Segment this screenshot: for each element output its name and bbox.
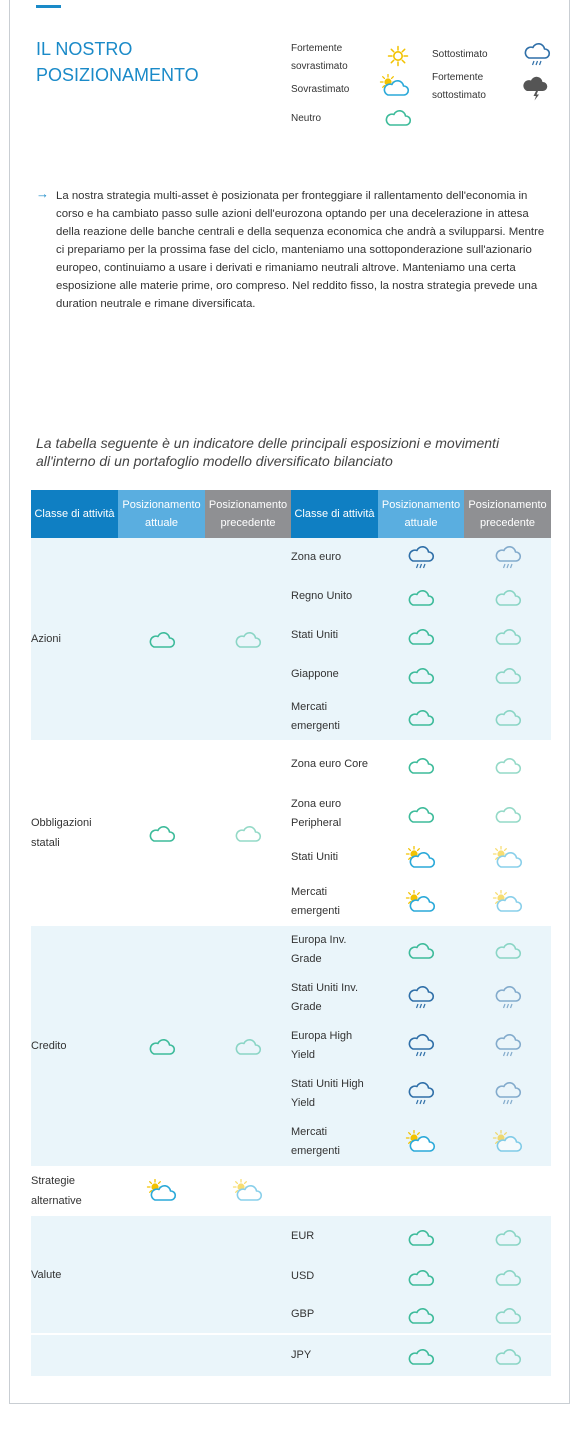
- empty-cell: [205, 1334, 291, 1376]
- cloud-icon: [148, 1035, 176, 1057]
- sub-class-current: [378, 577, 464, 616]
- sub-class-current: [378, 877, 464, 926]
- sun-cloud-icon: [232, 1179, 264, 1203]
- accent-bar: [36, 5, 61, 8]
- sub-class-current: [378, 1070, 464, 1118]
- rain-cloud-icon: [407, 545, 435, 571]
- cloud-icon: [407, 1266, 435, 1288]
- sun-cloud-icon: [146, 1179, 178, 1203]
- table-row: [31, 1334, 551, 1376]
- sub-class-name: JPY: [291, 1334, 378, 1376]
- header-current-position: Posizionamento attuale: [118, 490, 205, 538]
- asset-class-previous: [205, 1166, 291, 1216]
- sub-class-previous: [464, 694, 551, 740]
- sun-cloud-icon: [405, 846, 437, 870]
- sub-class-previous: [464, 974, 551, 1022]
- table-header-row: [31, 490, 551, 538]
- rain-cloud-icon: [523, 42, 551, 68]
- cloud-icon: [494, 706, 522, 728]
- table-row: [31, 538, 551, 577]
- legend-strong-under-label: Fortemente sottostimato: [432, 72, 486, 101]
- sub-class-previous: [464, 926, 551, 974]
- sun-cloud-icon: [405, 1130, 437, 1154]
- sun-cloud-icon: [379, 74, 411, 98]
- cloud-icon: [494, 1226, 522, 1248]
- sub-class-name: Stati Uniti High Yield: [291, 1070, 378, 1118]
- asset-class-name: Obbligazioni statali: [31, 740, 118, 926]
- sub-class-name: Giappone: [291, 655, 378, 694]
- rain-cloud-icon: [494, 1081, 522, 1107]
- sub-class-current: [378, 974, 464, 1022]
- sub-class-previous: [464, 538, 551, 577]
- asset-class-previous: [205, 740, 291, 926]
- rain-cloud-icon: [494, 545, 522, 571]
- cloud-icon: [234, 1035, 262, 1057]
- sub-class-current: [378, 1257, 464, 1296]
- sun-cloud-icon: [492, 890, 524, 914]
- positioning-table: [31, 490, 551, 1376]
- table-caption: La tabella seguente è un indicatore delle principali esposizioni e movimenti all'interno di un portafoglio modello diversificato bilanciato: [36, 435, 500, 469]
- sub-class-current: [378, 789, 464, 838]
- sub-class-current: [378, 655, 464, 694]
- cloud-icon: [494, 625, 522, 647]
- legend-neutral-label: Neutro: [291, 113, 322, 124]
- sub-class-name: USD: [291, 1257, 378, 1296]
- asset-class-current: [118, 740, 205, 926]
- cloud-icon: [407, 939, 435, 961]
- sub-class-name: GBP: [291, 1296, 378, 1334]
- sub-class-name: Regno Unito: [291, 577, 378, 616]
- cloud-icon: [407, 1226, 435, 1248]
- cloud-icon: [407, 664, 435, 686]
- sub-class-name: Zona euro Peripheral: [291, 789, 378, 838]
- asset-class-previous: [205, 538, 291, 740]
- cloud-icon: [494, 803, 522, 825]
- rain-cloud-icon: [407, 1033, 435, 1059]
- header-asset-class: Classe di attività: [31, 490, 118, 538]
- sun-cloud-icon: [492, 1130, 524, 1154]
- header-previous-position: Posizionamento precedente: [205, 490, 291, 538]
- cloud-icon: [494, 1266, 522, 1288]
- cloud-icon: [494, 664, 522, 686]
- cloud-icon: [234, 822, 262, 844]
- table-row: [31, 740, 551, 789]
- sub-class-previous: [464, 616, 551, 655]
- intro-paragraph: La nostra strategia multi-asset è posizionata per fronteggiare il rallentamento dell'economia in corso e ha cambiato passo sulle azioni dell'eurozona optando per una decelerazione in attesa della reazione delle banche centrali e della sequenza economica che andrà a svilupparsi. Mentre ci prepariamo per la prossima fase del ciclo, manteniamo una sottoponderazione sull'azionario europeo, continuiamo a usare i derivati e rimaniamo neutrali altrove. Manteniamo una certa esposizione alle materie prime, oro compreso. Nel reddito fisso, la nostra strategia prevede una duration neutrale e rimane diversificata.: [56, 190, 545, 310]
- sub-class-current: [378, 1022, 464, 1070]
- asset-class-current: [118, 926, 205, 1166]
- sub-class-previous: [464, 1070, 551, 1118]
- sub-class-name: Zona euro: [291, 538, 378, 577]
- sun-icon: [387, 45, 409, 67]
- asset-class-name: Strategie alternative: [31, 1166, 118, 1216]
- table-row: [31, 1216, 551, 1257]
- cloud-icon: [384, 106, 412, 128]
- rain-cloud-icon: [494, 1033, 522, 1059]
- sun-cloud-icon: [405, 890, 437, 914]
- asset-class-name: Credito: [31, 926, 118, 1166]
- sub-class-previous: [464, 740, 551, 789]
- cloud-icon: [407, 754, 435, 776]
- asset-class-name: Azioni: [31, 538, 118, 740]
- legend-strong-over-label: Fortemente sovrastimato: [291, 43, 348, 72]
- sub-class-previous: [464, 577, 551, 616]
- sub-class-current: [378, 694, 464, 740]
- asset-class-current: [118, 538, 205, 740]
- cloud-icon: [148, 822, 176, 844]
- table-row: [31, 926, 551, 974]
- sub-class-name: Zona euro Core: [291, 740, 378, 789]
- empty-cell: [31, 1334, 118, 1376]
- table-row: [31, 1166, 551, 1216]
- sub-class-previous: [464, 1257, 551, 1296]
- sun-cloud-icon: [492, 846, 524, 870]
- asset-class-previous: [205, 926, 291, 1166]
- sub-class-name: Mercati emergenti: [291, 877, 378, 926]
- sub-class-previous: [464, 655, 551, 694]
- sub-class-name: Mercati emergenti: [291, 694, 378, 740]
- empty-cell: [291, 1166, 378, 1216]
- sub-class-current: [378, 1296, 464, 1334]
- cloud-icon: [407, 706, 435, 728]
- rain-cloud-icon: [407, 985, 435, 1011]
- cloud-icon: [407, 1304, 435, 1326]
- asset-class-current: [118, 1216, 205, 1334]
- sub-class-name: Mercati emergenti: [291, 1118, 378, 1166]
- cloud-icon: [494, 1304, 522, 1326]
- sub-class-previous: [464, 789, 551, 838]
- sub-class-name: EUR: [291, 1216, 378, 1257]
- empty-cell: [118, 1334, 205, 1376]
- sub-class-current: [378, 926, 464, 974]
- sub-class-previous: [464, 1296, 551, 1334]
- sub-class-name: Europa Inv. Grade: [291, 926, 378, 974]
- sub-class-name: Stati Uniti: [291, 838, 378, 877]
- cloud-icon: [407, 803, 435, 825]
- cloud-icon: [494, 754, 522, 776]
- cloud-icon: [148, 628, 176, 650]
- asset-class-previous: [205, 1216, 291, 1334]
- sub-class-name: Stati Uniti Inv. Grade: [291, 974, 378, 1022]
- sub-class-current: [378, 1216, 464, 1257]
- empty-cell: [378, 1166, 464, 1216]
- cloud-icon: [494, 939, 522, 961]
- sub-class-previous: [464, 877, 551, 926]
- sub-class-current: [378, 740, 464, 789]
- sub-class-previous: [464, 1216, 551, 1257]
- sub-class-current: [378, 538, 464, 577]
- empty-cell: [464, 1166, 551, 1216]
- asset-class-current: [118, 1166, 205, 1216]
- sub-class-previous: [464, 1334, 551, 1376]
- sub-class-previous: [464, 838, 551, 877]
- legend-over-label: Sovrastimato: [291, 84, 350, 95]
- cloud-icon: [494, 586, 522, 608]
- header-sub-current-position: Posizionamento attuale: [378, 490, 464, 538]
- sub-class-previous: [464, 1118, 551, 1166]
- sub-class-name: Stati Uniti: [291, 616, 378, 655]
- sub-class-current: [378, 1334, 464, 1376]
- cloud-icon: [407, 625, 435, 647]
- cloud-icon: [407, 586, 435, 608]
- cloud-icon: [234, 628, 262, 650]
- legend-under-label: Sottostimato: [432, 49, 488, 60]
- arrow-icon: →: [36, 186, 49, 201]
- cloud-icon: [407, 1345, 435, 1367]
- sub-class-name: Europa High Yield: [291, 1022, 378, 1070]
- sub-class-current: [378, 838, 464, 877]
- rain-cloud-icon: [407, 1081, 435, 1107]
- cloud-icon: [494, 1345, 522, 1367]
- header-sub-asset-class: Classe di attività: [291, 490, 378, 538]
- sub-class-previous: [464, 1022, 551, 1070]
- sub-class-current: [378, 1118, 464, 1166]
- rain-cloud-icon: [494, 985, 522, 1011]
- header-sub-previous-position: Posizionamento precedente: [464, 490, 551, 538]
- page-title: IL NOSTRO POSIZIONAMENTO: [36, 39, 199, 85]
- storm-cloud-icon: [523, 76, 549, 102]
- asset-class-name: Valute: [31, 1216, 118, 1334]
- sub-class-current: [378, 616, 464, 655]
